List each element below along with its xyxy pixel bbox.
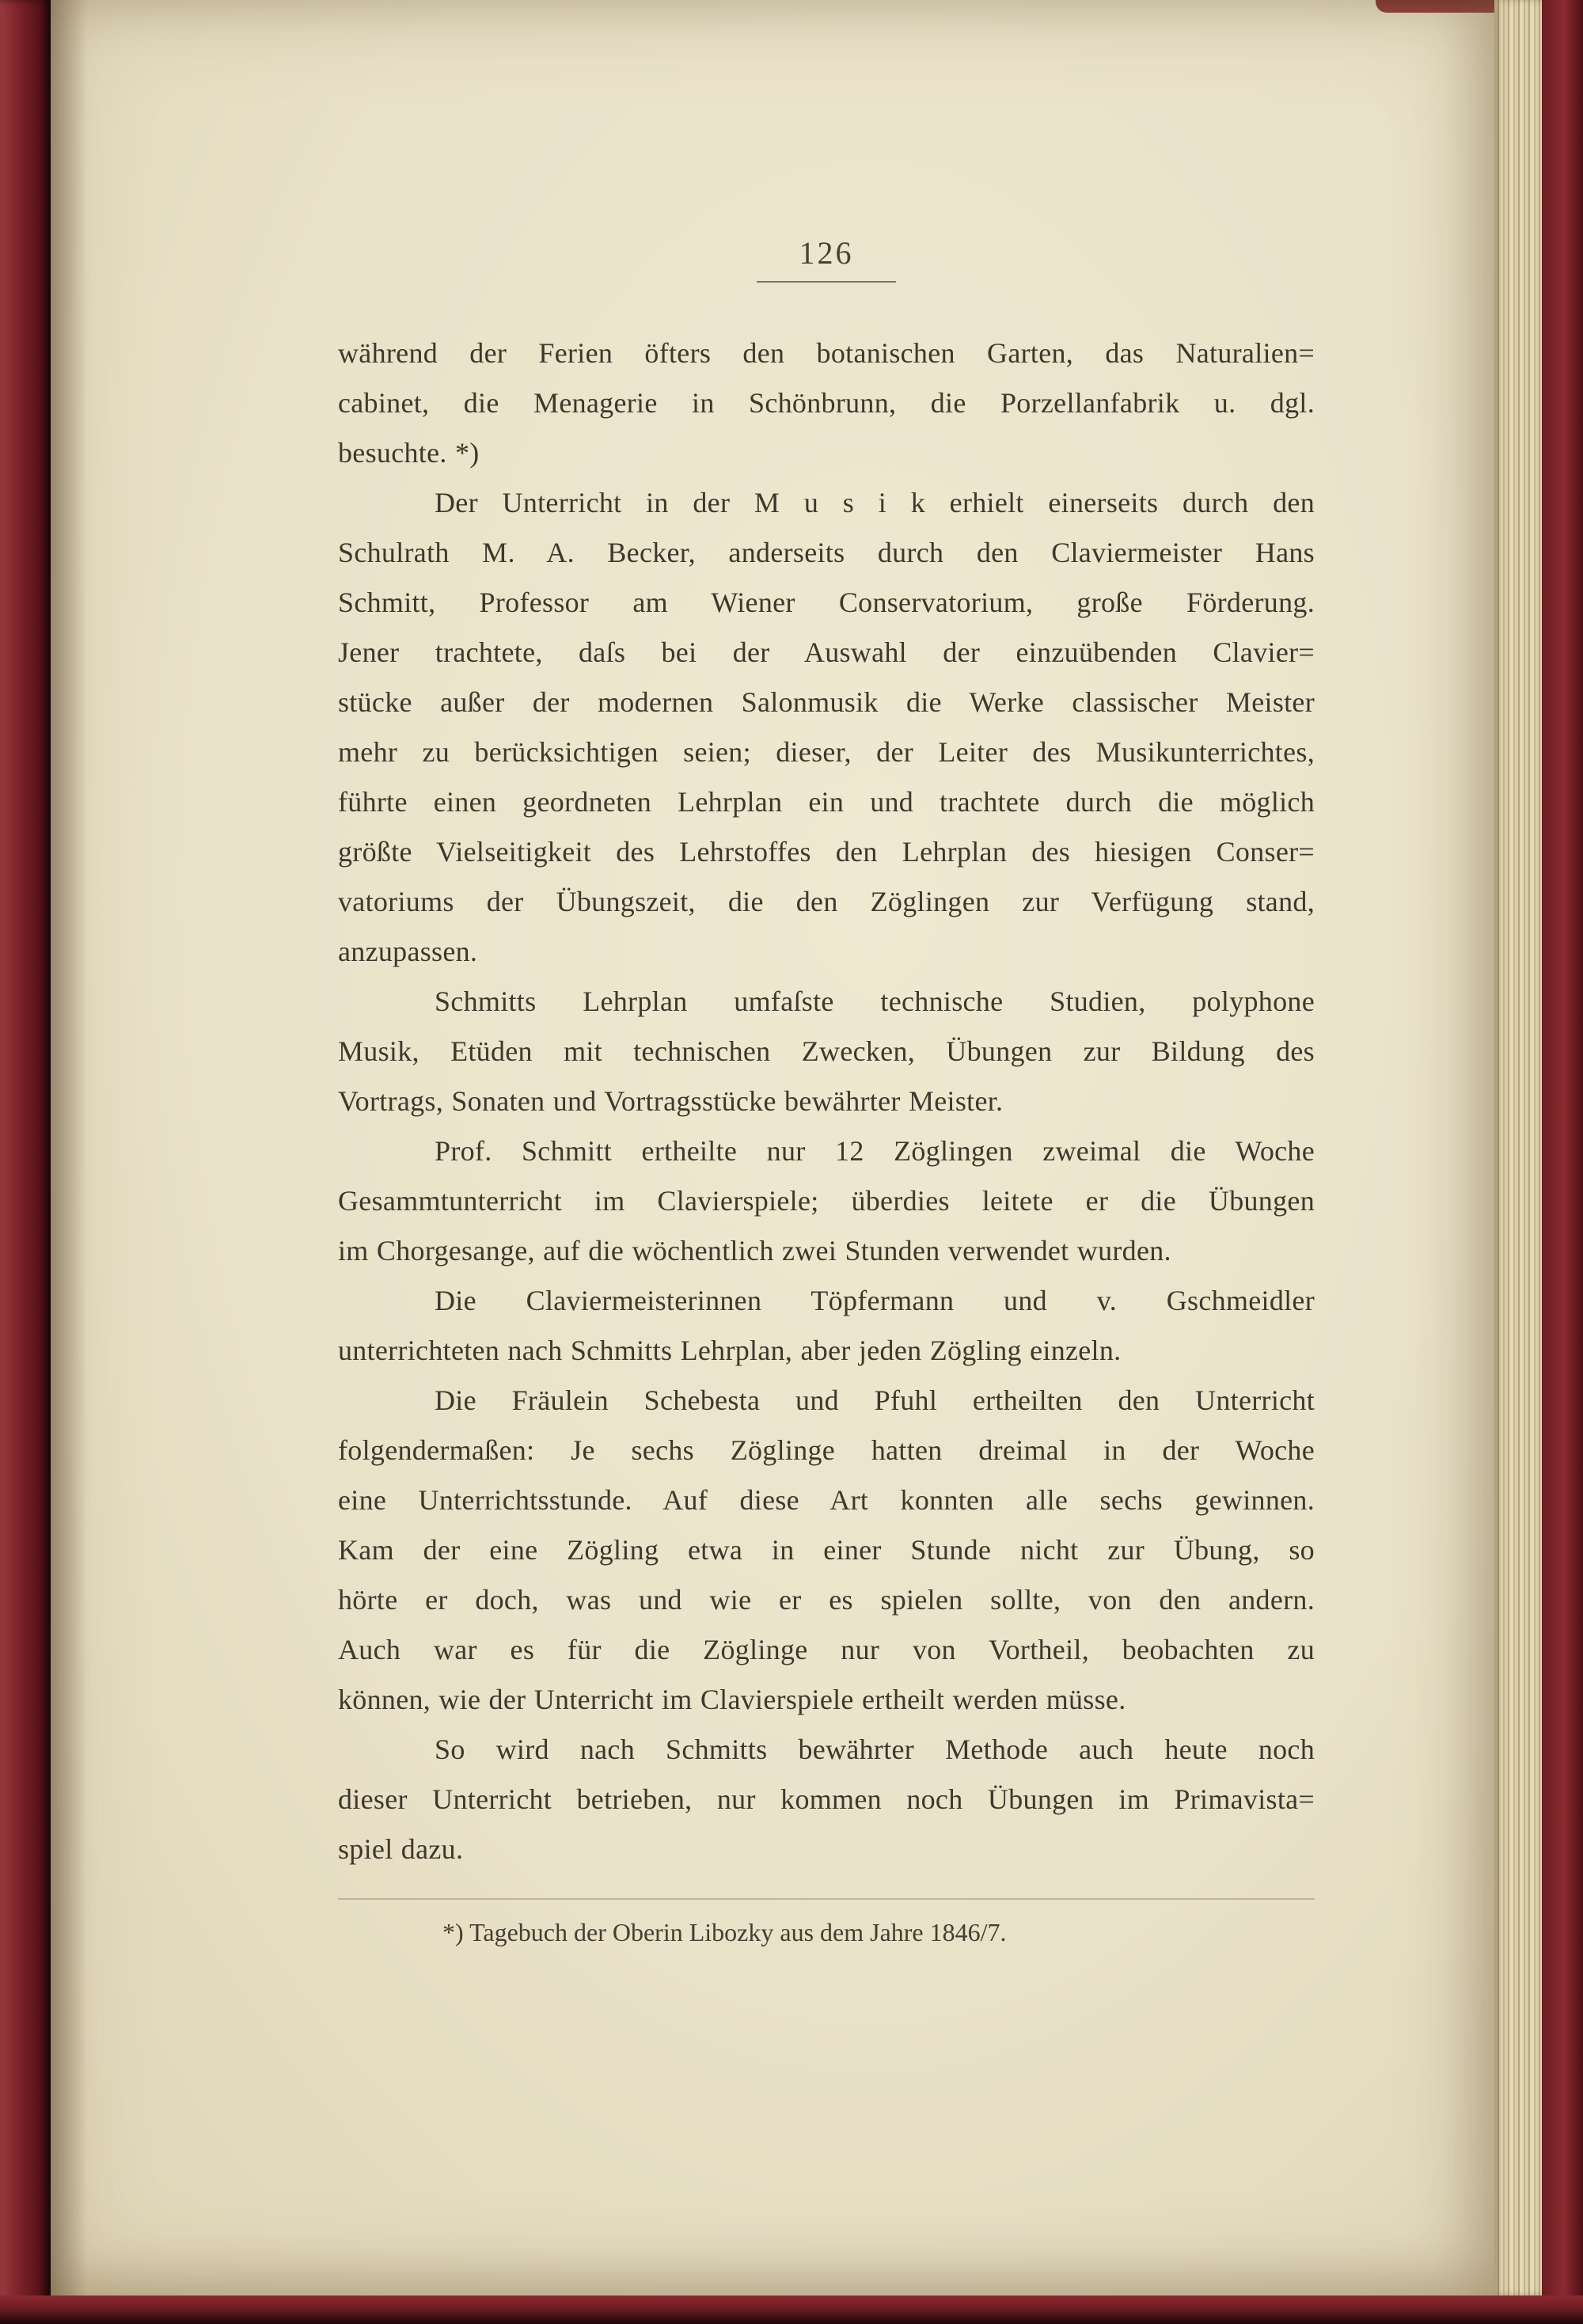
text-line: vatoriums der Übungszeit, die den Zöglingen zur Verfügung stand, bbox=[338, 886, 1315, 917]
text-line: im Chorgesange, auf die wöchentlich zwei Stunden verwendet wurden. bbox=[338, 1235, 1171, 1266]
text-line: Schulrath M. A. Becker, anderseits durch den Claviermeister Hans bbox=[338, 537, 1315, 568]
text-line: Vortrags, Sonaten und Vortragsstücke bewährter Meister. bbox=[338, 1085, 1004, 1117]
text-line: Schmitts Lehrplan umfaſste technische Studien, polyphone bbox=[435, 985, 1315, 1017]
text-line: Die Claviermeisterinnen Töpfermann und v. Gschmeidler bbox=[435, 1285, 1315, 1316]
text-line: Kam der eine Zögling etwa in einer Stunde nicht zur Übung, so bbox=[338, 1534, 1315, 1566]
text-line: unterrichteten nach Schmitts Lehrplan, aber jeden Zögling einzeln. bbox=[338, 1335, 1122, 1366]
page-corner-shadow bbox=[1376, 0, 1494, 13]
text-line: Schmitt, Professor am Wiener Conservatorium, große Förderung. bbox=[338, 587, 1315, 618]
footnote: *) Tagebuch der Oberin Libozky aus dem Jahre 1846/7. bbox=[442, 1918, 1007, 1946]
text-line: mehr zu berücksichtigen seien; dieser, der Leiter des Musikunterrichtes, bbox=[338, 736, 1315, 768]
text-line: besuchte. *) bbox=[338, 437, 480, 469]
text-line: anzupassen. bbox=[338, 936, 478, 967]
page-number: 126 bbox=[799, 235, 854, 271]
text-line: cabinet, die Menagerie in Schönbrunn, die Porzellanfabrik u. dgl. bbox=[338, 387, 1315, 419]
text-line: größte Vielseitigkeit des Lehrstoffes den Lehrplan des hiesigen Conser= bbox=[338, 836, 1315, 868]
text-line: dieser Unterricht betrieben, nur kommen noch Übungen im Primavista= bbox=[338, 1783, 1315, 1815]
text-line: Die Fräulein Schebesta und Pfuhl ertheilten den Unterricht bbox=[435, 1384, 1315, 1416]
page-fore-edges bbox=[1494, 0, 1542, 2296]
text-line: führte einen geordneten Lehrplan ein und trachtete durch die möglich bbox=[338, 786, 1315, 818]
text-line: eine Unterrichtsstunde. Auf diese Art konnten alle sechs gewinnen. bbox=[338, 1484, 1315, 1516]
text-line: während der Ferien öfters den botanischen Garten, das Naturalien= bbox=[338, 337, 1315, 369]
book-spine bbox=[0, 0, 51, 2324]
text-line: Auch war es für die Zöglinge nur von Vortheil, beobachten zu bbox=[338, 1634, 1315, 1665]
text-line: So wird nach Schmitts bewährter Methode auch heute noch bbox=[435, 1734, 1315, 1765]
text-line: hörte er doch, was und wie er es spielen sollte, von den andern. bbox=[338, 1584, 1315, 1616]
body-text bbox=[338, 328, 1315, 1874]
text-line: Musik, Etüden mit technischen Zwecken, Übungen zur Bildung des bbox=[338, 1035, 1315, 1067]
footnote-separator bbox=[338, 1898, 1315, 1900]
text-line: Gesammtunterricht im Clavierspiele; überdies leitete er die Übungen bbox=[338, 1185, 1315, 1217]
page-number-rule bbox=[757, 281, 896, 283]
text-line: können, wie der Unterricht im Clavierspiele ertheilt werden müsse. bbox=[338, 1684, 1126, 1715]
text-line: folgendermaßen: Je sechs Zöglinge hatten dreimal in der Woche bbox=[338, 1434, 1315, 1466]
book-cover-right bbox=[1542, 0, 1583, 2324]
text-line: Der Unterricht in der M u s i k erhielt einerseits durch den bbox=[435, 487, 1315, 518]
text-line: stücke außer der modernen Salonmusik die Werke classischer Meister bbox=[338, 686, 1315, 718]
text-line: spiel dazu. bbox=[338, 1833, 464, 1865]
text-line: Prof. Schmitt ertheilte nur 12 Zöglingen zweimal die Woche bbox=[435, 1135, 1315, 1167]
book-cover-bottom bbox=[0, 2296, 1583, 2324]
text-line: Jener trachtete, daſs bei der Auswahl der einzuübenden Clavier= bbox=[338, 636, 1315, 668]
page-content bbox=[338, 234, 1315, 1950]
gutter-shadow bbox=[51, 0, 87, 2296]
